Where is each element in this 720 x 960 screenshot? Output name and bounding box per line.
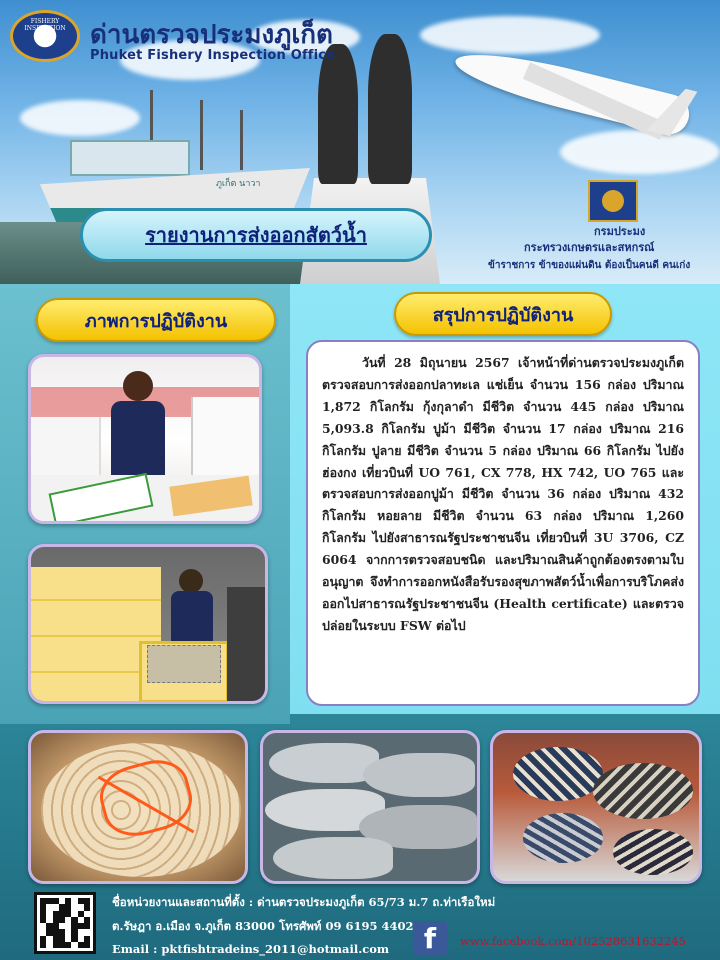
footer-email[interactable]: Email : pktfishtradeins_2011@hotmail.com — [112, 942, 390, 956]
heroine-statue — [318, 44, 358, 184]
report-title: รายงานการส่งออกสัตว์น้ำ — [145, 223, 367, 247]
cloud — [420, 16, 600, 54]
inspection-photo-2 — [28, 544, 268, 704]
department-name: กรมประมง — [594, 225, 646, 238]
boat-label: ภูเก็ต นาวา — [216, 179, 261, 189]
cloud — [20, 100, 140, 136]
qr-code-pattern — [40, 898, 90, 948]
logo-text: FISHERY INSPECTION — [24, 18, 66, 32]
heroine-statue — [368, 34, 412, 184]
facebook-icon[interactable]: f — [413, 921, 447, 955]
summary-text: วันที่ 28 มิถุนายน 2567 เจ้าหน้าที่ด่านตรวจประมงภูเก็ต ตรวจสอบการส่งออกปลาทะเล แช่เย็น จำนวน 156 กล่อง ปริมาณ 1,872 กิโลกรัม กุ้งกุลาดำ มีชีวิต จำนวน 445 กล่อง ปริมาณ 5,093.8 กิโลกรัม ปูม้า มีชีวิต จำนวน 17 กล่อง ปริมาณ 216 กิโลกรัม ปูลาย มีชีวิต จำนวน 5 กล่อง ปริมาณ 66 กิโลกรัม ไปยังฮ่องกง เที่ยวบินที่ UO 761, CX 778, HX 742, UO 765 และตรวจสอบการส่งออกปูม้า มีชีวิต จำนวน 36 กล่อง ปริมาณ 432 กิโลกรัม หอยลาย มีชีวิต จำนวน 63 กล่อง ปริมาณ 1,260 กิโลกรัม ไปยังสาธารณรัฐประชาชนจีน เที่ยวบินที่ 3U 3706, CZ 6064 จากการตรวจสอบชนิด และปริมาณสินค้าถูกต้องตรงตามใบอนุญาต จึงทำการออกหนังสือรับรองสุขภาพสัตว์น้ำเพื่อการบริโภคส่งออกไปสาธารณรัฐประชาชนจีน (Health certificate) และตรวจปล่อยในระบบ FSW ต่อไป — [322, 355, 684, 633]
motto: ข้าราชการ ข้าของแผ่นดิน ต้องเป็นคนดี คนเก่ง — [488, 260, 691, 271]
fish-photo — [260, 730, 480, 884]
boat-cabin — [70, 140, 190, 176]
boat-mast — [240, 110, 243, 170]
boat-mast — [200, 100, 203, 170]
facebook-url-link[interactable]: www.facebook.com/102528631632245 — [460, 934, 686, 948]
crab-photo — [490, 730, 702, 884]
report-title-pill — [80, 208, 432, 262]
photos-section-title: ภาพการปฏิบัติงาน — [84, 310, 228, 332]
summary-section-title: สรุปการปฏิบัติงาน — [432, 304, 574, 326]
photos-section-header — [36, 298, 276, 342]
footer-address-line1: ชื่อหน่วยงานและสถานที่ตั้ง : ด่านตรวจประมงภูเก็ต 65/73 ม.7 ถ.ท่าเรือใหม่ — [112, 895, 496, 909]
ministry-name: กระทรวงเกษตรและสหกรณ์ — [524, 241, 655, 254]
inspection-photo-1 — [28, 354, 262, 524]
clam-photo — [28, 730, 248, 884]
summary-section-header — [394, 292, 612, 336]
office-name-th: ด่านตรวจประมงภูเก็ต — [90, 20, 333, 50]
header-banner — [0, 0, 720, 284]
summary-box — [306, 340, 700, 706]
cloud — [560, 130, 720, 174]
qr-code[interactable] — [34, 892, 96, 954]
office-name-en: Phuket Fishery Inspection Office — [90, 48, 336, 63]
footer-address-line2: ต.รัษฎา อ.เมือง จ.ภูเก็ต 83000 โทรศัพท์ 09 6195 4402 — [112, 919, 414, 933]
department-seal-icon — [588, 180, 638, 222]
